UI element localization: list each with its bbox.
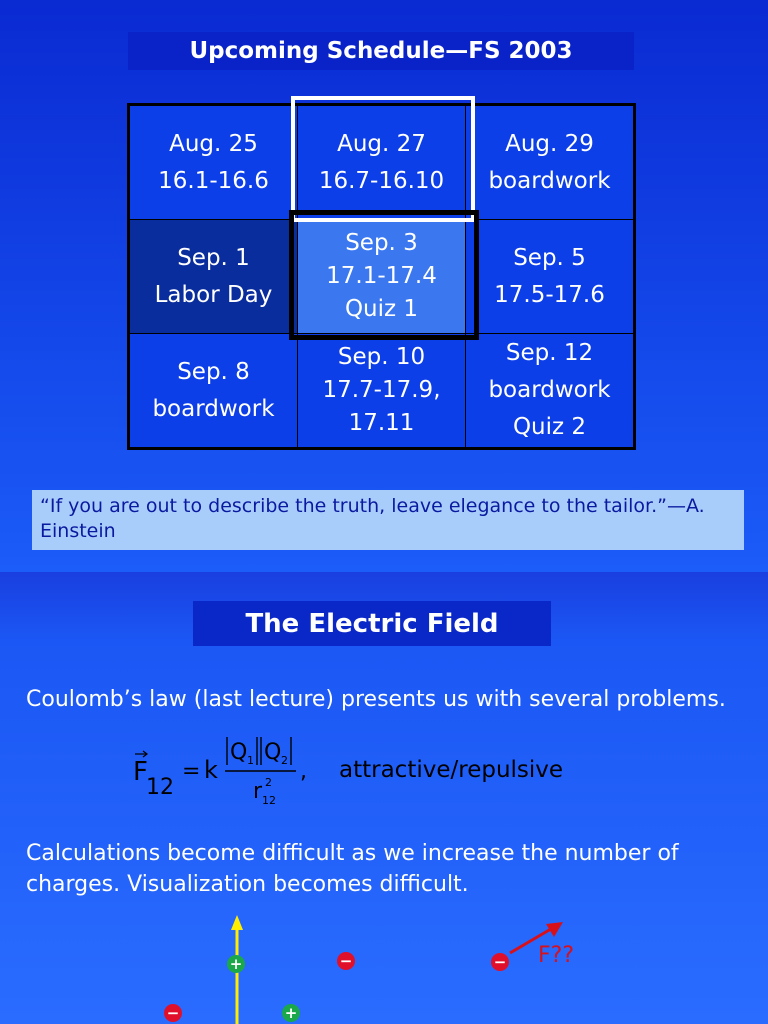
distance-r: r: [253, 779, 263, 804]
cell-date: Sep. 5: [513, 244, 586, 271]
cell-topic: boardwork: [152, 395, 275, 422]
charge-q1: Q: [230, 740, 248, 765]
charge-q2-sub: 2: [281, 754, 288, 767]
schedule-row: [129, 220, 635, 334]
schedule-row: [129, 105, 635, 220]
cell-date: Sep. 8: [177, 358, 250, 385]
plus-sign: +: [284, 1004, 298, 1022]
cell-date: Sep. 3: [345, 230, 418, 256]
cell-date: Aug. 29: [505, 130, 594, 157]
schedule-cell-sep1: [129, 220, 298, 334]
cell-date: Sep. 12: [505, 340, 594, 366]
cell-date: Aug. 25: [169, 130, 258, 157]
schedule-cell-aug25: [129, 105, 298, 220]
cell-quiz: Quiz 2: [512, 414, 587, 440]
minus-sign: −: [339, 952, 353, 970]
schedule-cell-aug29: [466, 105, 635, 220]
cell-topic: boardwork: [488, 167, 611, 194]
cell-quiz: Quiz 1: [344, 296, 419, 322]
minus-sign: −: [493, 953, 507, 971]
coulomb-constant: k: [204, 756, 218, 784]
cell-date: Sep. 1: [177, 244, 250, 271]
cell-topic: 17.1-17.4: [326, 263, 437, 289]
schedule-table: [127, 103, 636, 450]
force-label: F??: [538, 943, 575, 968]
cell-topic: boardwork: [488, 377, 611, 403]
schedule-title: Upcoming Schedule—FS 2003: [128, 32, 634, 70]
intro-text: Coulomb’s law (last lecture) presents us with several problems.: [26, 687, 726, 712]
schedule-cell-sep3: [298, 220, 466, 334]
cell-topic: 16.7-16.10: [318, 167, 445, 194]
cell-topic: 17.5-17.6: [494, 281, 605, 308]
schedule-cell-sep12: [466, 334, 635, 449]
cell-topic-cont: 17.11: [348, 410, 415, 436]
cell-topic: 17.7-17.9,: [322, 377, 441, 403]
schedule-cell-sep10: [298, 334, 466, 449]
attractive-repulsive-note: attractive/repulsive: [339, 757, 564, 783]
coulomb-equation: [130, 730, 610, 810]
problem-text: Calculations become difficult as we increase the number of charges. Visualization becomes difficult.: [26, 841, 679, 897]
schedule-row: [129, 334, 635, 449]
einstein-quote: “If you are out to describe the truth, leave elegance to the tailor.”—A. Einstein: [32, 490, 744, 550]
slide-title: The Electric Field: [193, 601, 551, 646]
force-subscript: 12: [146, 775, 174, 800]
schedule-cell-sep5: [466, 220, 635, 334]
distance-exponent: 2: [265, 776, 272, 789]
cell-date: Sep. 10: [337, 344, 426, 370]
cell-date: Aug. 27: [337, 130, 426, 157]
charge-q2: Q: [264, 740, 282, 765]
cell-topic: Labor Day: [154, 281, 273, 308]
distance-subscript: 12: [262, 794, 276, 807]
equals-sign: =: [182, 759, 201, 784]
charge-q1-sub: 1: [247, 754, 254, 767]
axis-arrowhead: [231, 915, 243, 930]
force-symbol: F: [133, 757, 148, 787]
charge-diagram: [0, 900, 768, 1024]
plus-sign: +: [229, 955, 243, 973]
cell-topic: 16.1-16.6: [158, 167, 269, 194]
minus-sign: −: [166, 1004, 180, 1022]
schedule-cell-aug27: [298, 105, 466, 220]
schedule-cell-sep8: [129, 334, 298, 449]
equation-comma: ,: [300, 759, 307, 784]
